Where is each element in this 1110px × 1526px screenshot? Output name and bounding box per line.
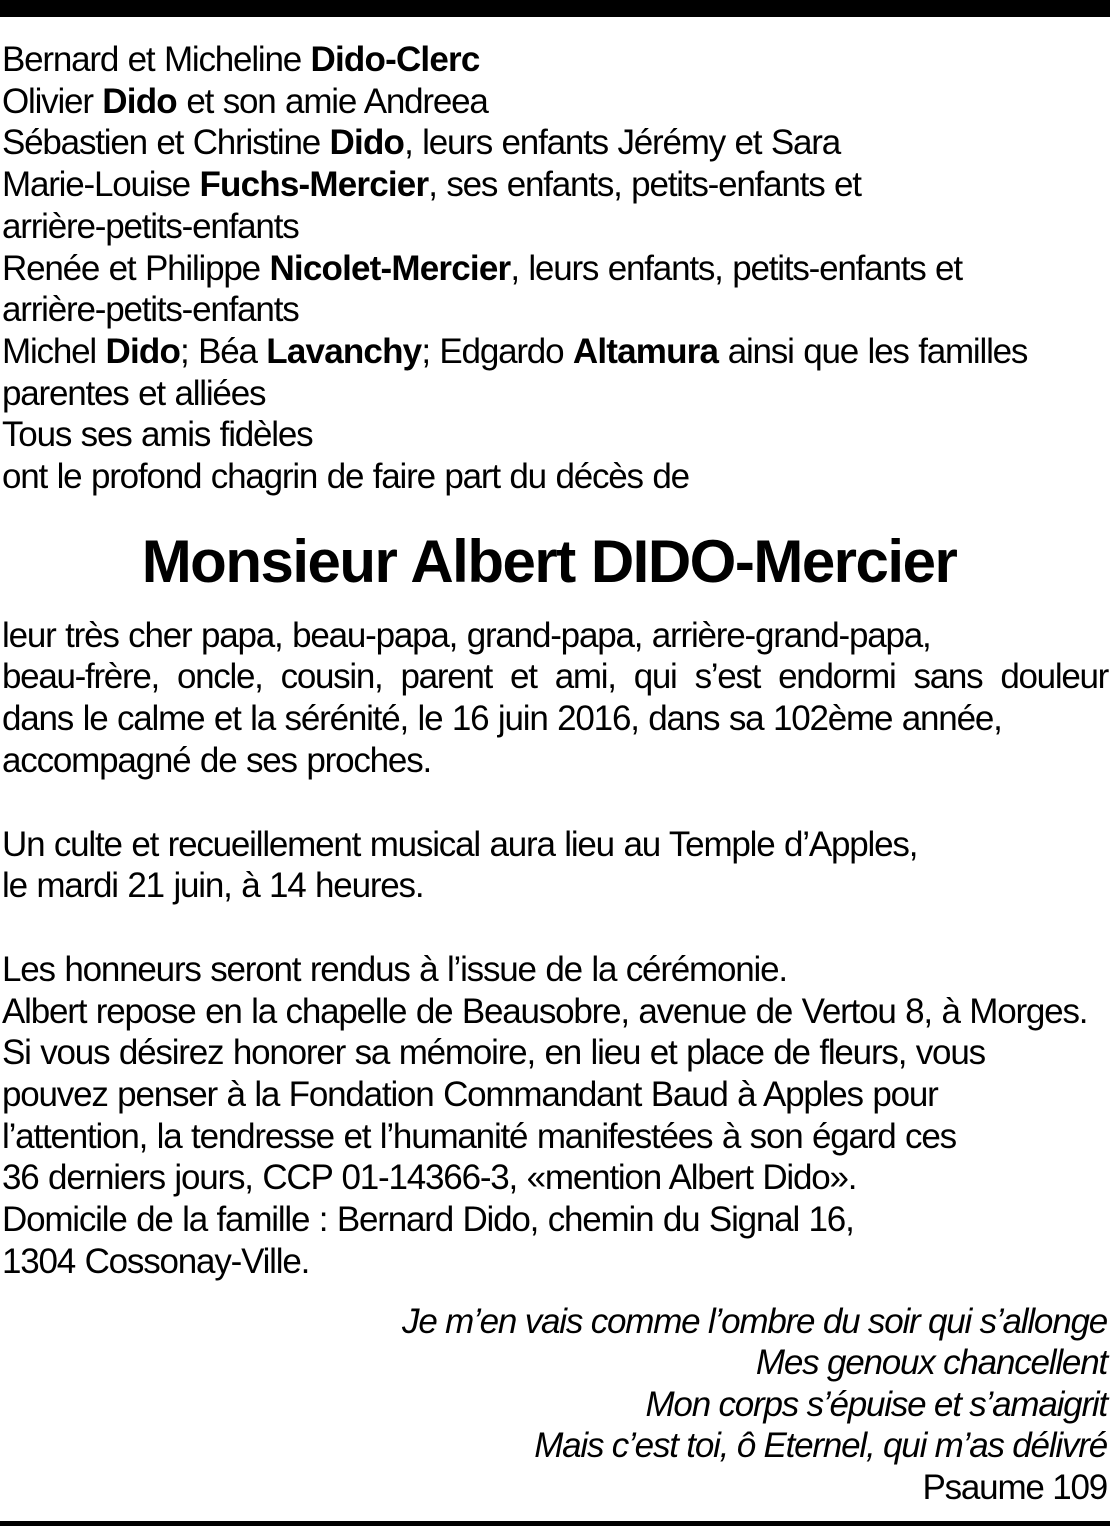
family-line-continued: parentes et alliées bbox=[2, 373, 266, 413]
family-line: Renée et Philippe Nicolet-Mercier, leurs enfants, petits-enfants et bbox=[2, 248, 962, 288]
top-rule bbox=[0, 0, 1110, 17]
details-line: Domicile de la famille : Bernard Dido, chemin du Signal 16, bbox=[2, 1200, 854, 1240]
bottom-rule bbox=[0, 1521, 1110, 1526]
family-line: Marie-Louise Fuchs-Mercier, ses enfants, petits-enfants et bbox=[2, 165, 861, 205]
family-line: Olivier Dido et son amie Andreea bbox=[2, 81, 488, 121]
family-name: Dido-Clerc bbox=[310, 40, 480, 79]
details-line: 1304 Cossonay-Ville. bbox=[2, 1241, 310, 1281]
family-name: Lavanchy bbox=[266, 331, 422, 371]
family-line: Michel Dido; Béa Lavanchy; Edgardo Altamura ainsi que les familles bbox=[2, 331, 1028, 371]
psalm-line: Mais c’est toi, ô Eternel, qui m’as délivré bbox=[534, 1426, 1107, 1466]
family-name: Dido bbox=[329, 123, 405, 163]
deceased-name-heading: Monsieur Albert DIDO-Mercier bbox=[141, 527, 957, 595]
details-line: 36 derniers jours, CCP 01-14366-3, «mention Albert Dido». bbox=[2, 1158, 857, 1198]
details-line: l’attention, la tendresse et l’humanité manifestées à son égard ces bbox=[2, 1116, 956, 1156]
ceremony-line: Un culte et recueillement musical aura lieu au Temple d’Apples, bbox=[2, 824, 918, 864]
details-line: Albert repose en la chapelle de Beausobre, avenue de Vertou 8, à Morges. bbox=[2, 991, 1088, 1031]
psalm-line: Mes genoux chancellent bbox=[755, 1343, 1107, 1383]
family-line-continued: arrière-petits-enfants bbox=[2, 290, 299, 330]
family-name: Dido bbox=[102, 81, 177, 121]
announcement-line: ont le profond chagrin de faire part du décès de bbox=[2, 457, 689, 497]
ceremony-line: le mardi 21 juin, à 14 heures. bbox=[2, 866, 424, 906]
family-line: Sébastien et Christine Dido, leurs enfants Jérémy et Sara bbox=[2, 123, 840, 163]
psalm-line: Je m’en vais comme l’ombre du soir qui s’allonge bbox=[402, 1302, 1107, 1341]
family-name: Altamura bbox=[572, 331, 719, 371]
psalm-reference: Psaume 109 bbox=[922, 1467, 1107, 1507]
friends-line: Tous ses amis fidèles bbox=[2, 415, 313, 455]
obituary-text bbox=[2, 39, 1108, 1283]
family-line: Bernard et Micheline Dido-Clerc bbox=[2, 40, 480, 79]
family-name: Nicolet-Mercier bbox=[269, 248, 511, 288]
family-line-continued: arrière-petits-enfants bbox=[2, 206, 299, 246]
tribute-line: beau-frère, oncle, cousin, parent et ami, qui s’est endormi sans douleur bbox=[2, 657, 1108, 697]
psalm-quote bbox=[402, 1301, 1107, 1508]
paragraph-gap bbox=[2, 907, 1108, 949]
tribute-line: dans le calme et la sérénité, le 16 juin 2016, dans sa 102ème année, bbox=[2, 699, 1002, 739]
details-line: Si vous désirez honorer sa mémoire, en lieu et place de fleurs, vous bbox=[2, 1033, 985, 1073]
family-name: Fuchs-Mercier bbox=[199, 165, 429, 205]
family-name: Dido bbox=[105, 331, 181, 371]
psalm-line: Mon corps s’épuise et s’amaigrit bbox=[645, 1384, 1107, 1424]
paragraph-gap bbox=[2, 782, 1108, 824]
tribute-line: leur très cher papa, beau-papa, grand-papa, arrière-grand-papa, bbox=[2, 615, 931, 655]
details-line: pouvez penser à la Fondation Commandant Baud à Apples pour bbox=[2, 1075, 938, 1115]
tribute-line: accompagné de ses proches. bbox=[2, 740, 432, 780]
details-line: Les honneurs seront rendus à l’issue de la cérémonie. bbox=[2, 949, 787, 989]
